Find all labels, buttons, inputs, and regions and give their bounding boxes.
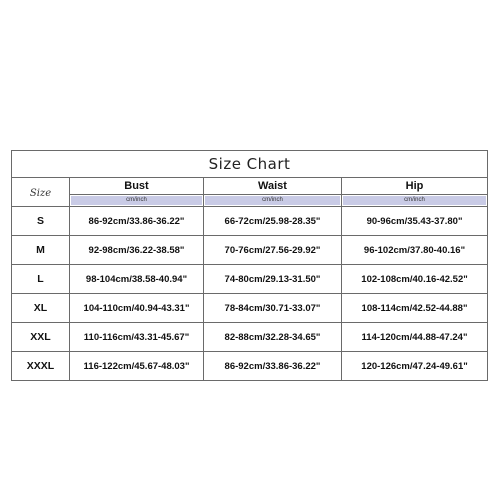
table-row [12,352,488,381]
table-row [12,323,488,352]
waist-cell: 70-76cm/27.56-29.92" [204,236,342,265]
hip-unit-cell [342,195,488,207]
unit-row [12,195,488,207]
bust-cell: 86-92cm/33.86-36.22" [70,207,204,236]
hip-cell: 102-108cm/40.16-42.52" [342,265,488,294]
bust-cell: 110-116cm/43.31-45.67" [70,323,204,352]
bust-unit-cell [70,195,204,207]
waist-column-header: Waist [204,178,342,195]
table-row [12,236,488,265]
size-column-label: Size [29,188,52,199]
waist-cell: 66-72cm/25.98-28.35" [204,207,342,236]
hip-cell: 120-126cm/47.24-49.61" [342,352,488,381]
size-cell: M [12,236,70,265]
size-chart-table [11,150,488,381]
size-cell: XXL [12,323,70,352]
hip-cell: 114-120cm/44.88-47.24" [342,323,488,352]
bust-cell: 116-122cm/45.67-48.03" [70,352,204,381]
bust-column-header: Bust [70,178,204,195]
size-header-cell [12,178,70,207]
table-row [12,265,488,294]
size-cell: L [12,265,70,294]
hip-cell: 90-96cm/35.43-37.80" [342,207,488,236]
bust-cell: 92-98cm/36.22-38.58" [70,236,204,265]
hip-column-header: Hip [342,178,488,195]
size-cell: XXXL [12,352,70,381]
bust-cell: 98-104cm/38.58-40.94" [70,265,204,294]
size-cell: S [12,207,70,236]
unit-label: cm/inch [71,196,202,205]
chart-title: Size Chart [208,154,291,173]
title-cell [12,151,488,178]
waist-cell: 74-80cm/29.13-31.50" [204,265,342,294]
size-cell: XL [12,294,70,323]
waist-cell: 82-88cm/32.28-34.65" [204,323,342,352]
hip-cell: 96-102cm/37.80-40.16" [342,236,488,265]
bust-cell: 104-110cm/40.94-43.31" [70,294,204,323]
table-row [12,294,488,323]
header-row [12,178,488,195]
unit-label: cm/inch [205,196,340,205]
waist-cell: 78-84cm/30.71-33.07" [204,294,342,323]
waist-cell: 86-92cm/33.86-36.22" [204,352,342,381]
unit-label: cm/inch [343,196,486,205]
table-row [12,207,488,236]
hip-cell: 108-114cm/42.52-44.88" [342,294,488,323]
waist-unit-cell [204,195,342,207]
